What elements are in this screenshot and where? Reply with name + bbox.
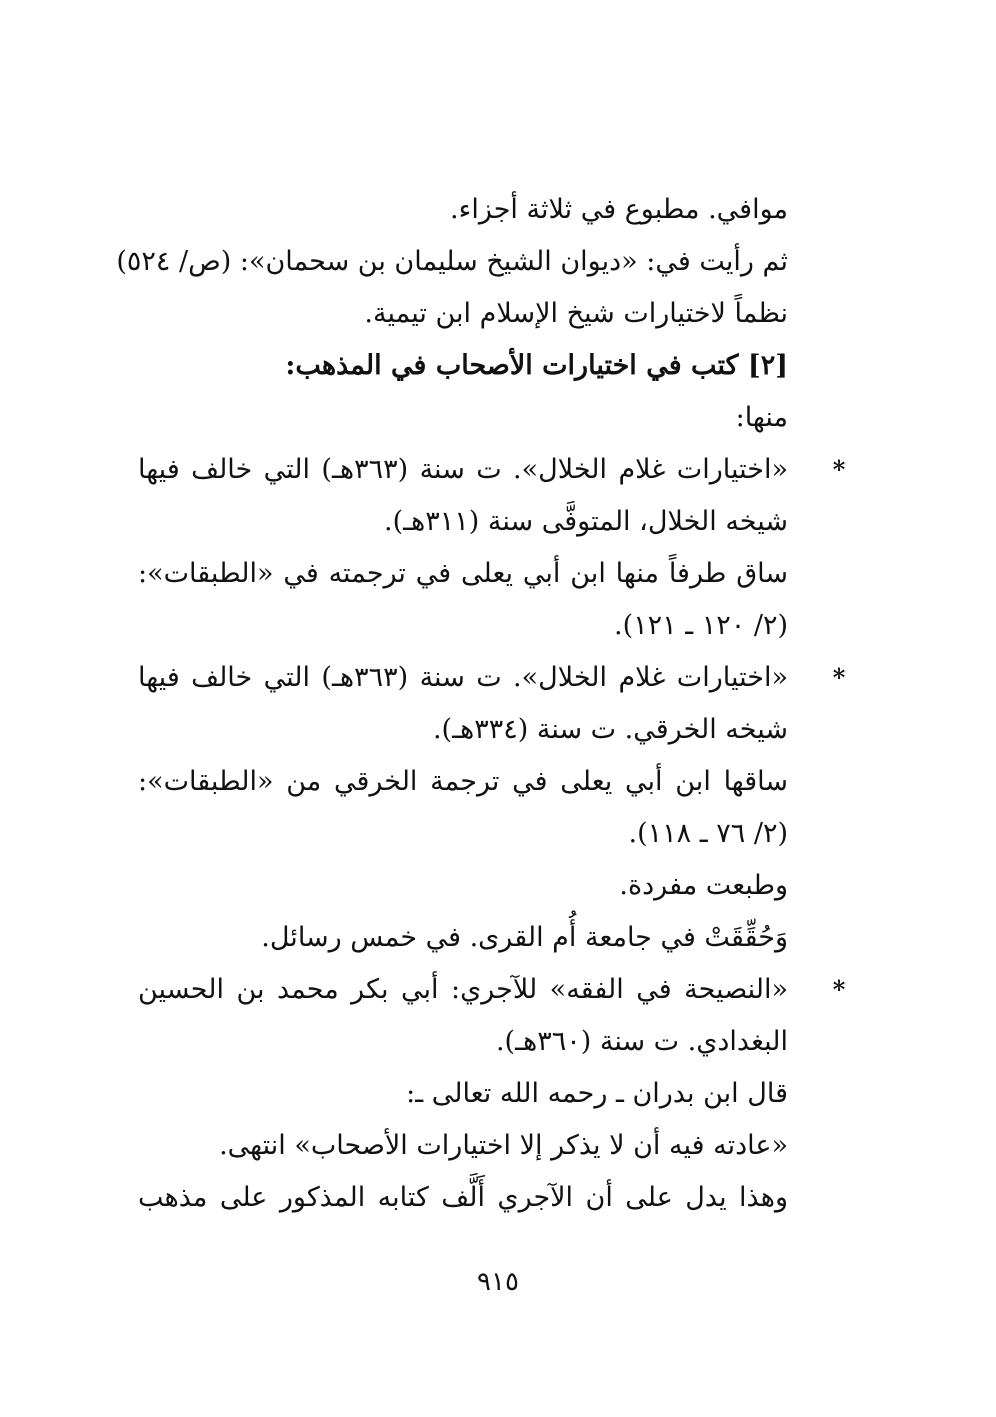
list-item-1-line-4: (٢/ ١٢٠ ـ ١٢١). xyxy=(614,610,788,641)
list-item-2-line-1: «اختيارات غلام الخلال». ت سنة (٣٦٣هـ) التي خالف فيها xyxy=(138,662,788,693)
list-item-2-line-2: شيخه الخرقي. ت سنة (٣٣٤هـ). xyxy=(432,714,788,745)
page-number: ٩١٥ xyxy=(477,1267,519,1297)
text-line-2: ثم رأيت في: «ديوان الشيخ سليمان بن سحمان»: (ص/ ٥٢٤) xyxy=(116,246,788,277)
list-item-3-line-5: وهذا يدل على أن الآجري أَلَّف كتابه المذكور على مذهب xyxy=(138,1182,788,1213)
list-item-1-line-3: ساق طرفاً منها ابن أبي يعلى في ترجمته في «الطبقات»: xyxy=(138,558,788,589)
list-item-2-line-5: وطبعت مفردة. xyxy=(619,870,788,901)
bullet-marker-1: * xyxy=(832,455,846,484)
list-item-1-line-2: شيخه الخلال، المتوفَّى سنة (٣١١هـ). xyxy=(383,506,788,537)
bullet-marker-3: * xyxy=(832,975,846,1004)
text-line-5: منها: xyxy=(735,402,788,433)
list-item-3-line-1: «النصيحة في الفقه» للآجري: أبي بكر محمد بن الحسين xyxy=(138,974,788,1005)
list-item-3-line-3: قال ابن بدران ـ رحمه الله تعالى ـ: xyxy=(406,1078,788,1109)
list-item-3-line-4: «عادته فيه أن لا يذكر إلا اختيارات الأصحاب» انتهى. xyxy=(219,1130,788,1161)
list-item-2-line-3: ساقها ابن أبي يعلى في ترجمة الخرقي من «الطبقات»: xyxy=(138,766,788,797)
text-line-1: موافي. مطبوع في ثلاثة أجزاء. xyxy=(450,194,788,225)
text-line-3: نظماً لاختيارات شيخ الإسلام ابن تيمية. xyxy=(364,298,788,329)
list-item-2-line-6: وَحُقِّقَتْ في جامعة أُم القرى. في خمس رسائل. xyxy=(261,922,788,953)
list-item-1-line-1: «اختيارات غلام الخلال». ت سنة (٣٦٣هـ) التي خالف فيها xyxy=(138,454,788,485)
bullet-marker-2: * xyxy=(832,663,846,692)
list-item-2-line-4: (٢/ ٧٦ ـ ١١٨). xyxy=(628,818,788,849)
section-heading: [٢] كتب في اختيارات الأصحاب في المذهب: xyxy=(285,350,788,381)
list-item-3-line-2: البغدادي. ت سنة (٣٦٠هـ). xyxy=(495,1026,788,1057)
